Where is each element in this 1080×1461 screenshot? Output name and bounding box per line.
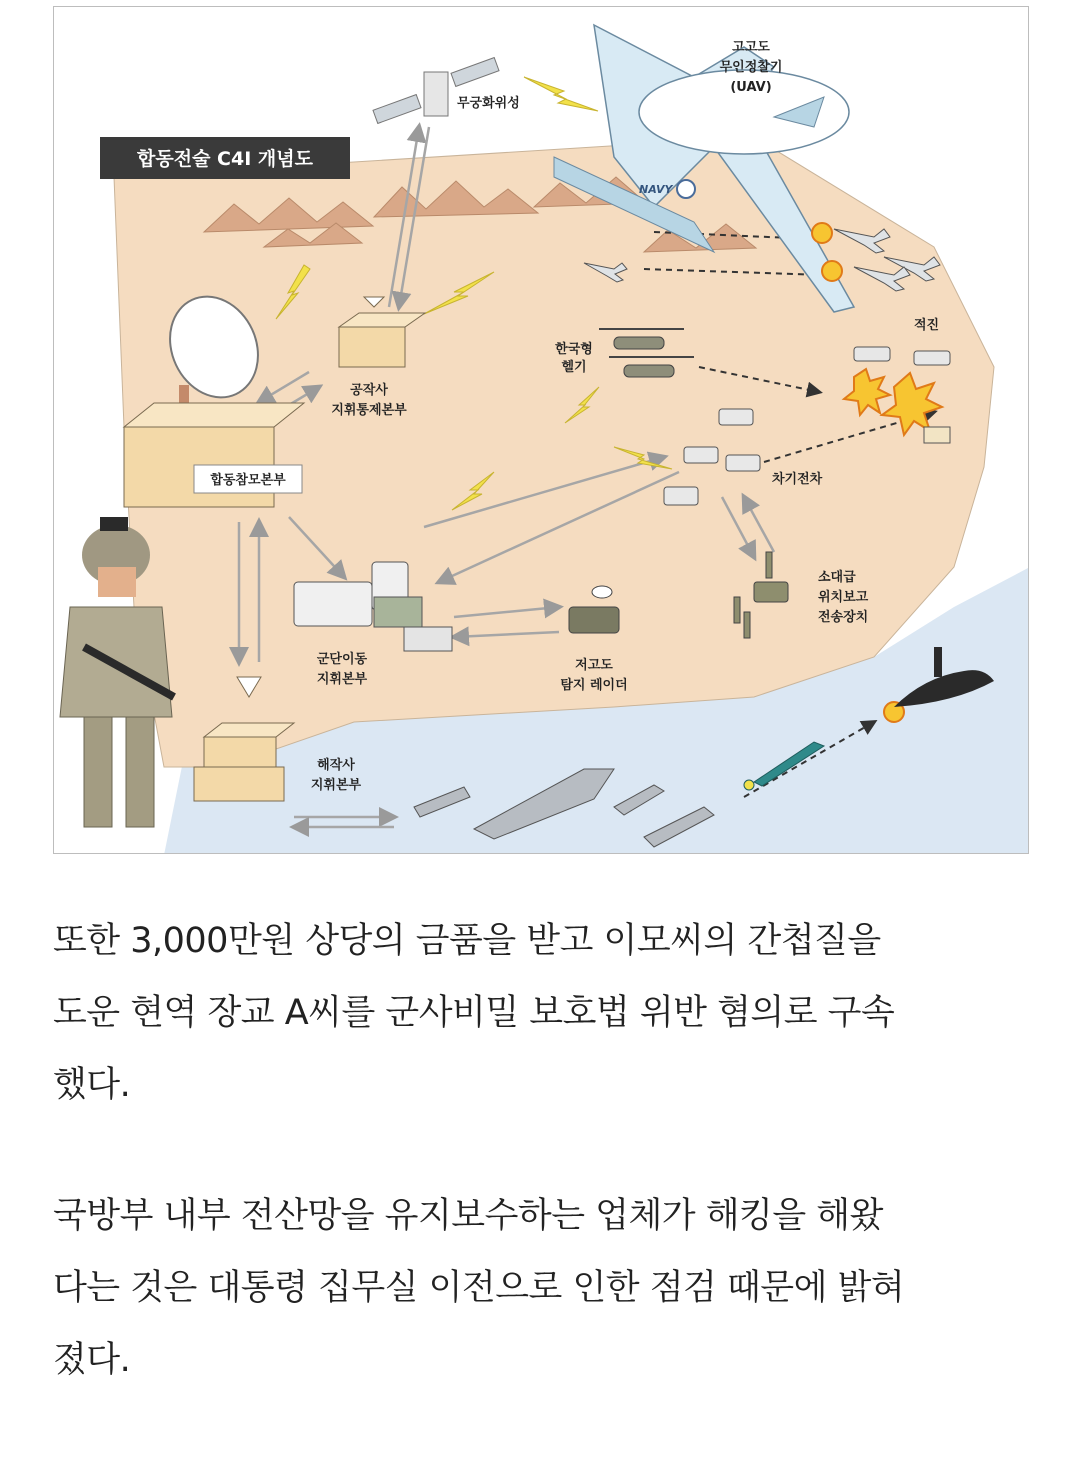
c4i-concept-diagram bbox=[53, 6, 1029, 854]
paragraph-line: 또한 3,000만원 상당의 금품을 받고 이모씨의 간첩질을 bbox=[53, 921, 881, 961]
label-uav-1: 고고도 bbox=[732, 40, 770, 55]
label-jcs: 합동참모본부 bbox=[210, 473, 286, 488]
label-uav-2: 무인정찰기 bbox=[719, 60, 783, 75]
paragraph-line: 도운 현역 장교 A씨를 군사비밀 보호법 위반 혐의로 구속 bbox=[53, 993, 895, 1033]
label-enemy: 적진 bbox=[914, 318, 940, 333]
label-air-force-1: 공작사 bbox=[350, 383, 388, 398]
label-helicopter-1: 한국형 bbox=[555, 342, 593, 357]
label-radar-1: 저고도 bbox=[575, 658, 613, 673]
diagram-title: 합동전술 C4I 개념도 bbox=[137, 148, 313, 170]
satellite-icon bbox=[373, 58, 499, 124]
label-uav-3: (UAV) bbox=[730, 80, 772, 95]
label-corps-1: 군단이동 bbox=[316, 652, 368, 667]
label-corps-2: 지휘본부 bbox=[316, 672, 368, 687]
paragraph-line: 국방부 내부 전산망을 유지보수하는 업체가 해킹을 해왔 bbox=[53, 1196, 883, 1236]
label-radar-2: 탐지 레이더 bbox=[560, 678, 628, 693]
label-squad-1: 소대급 bbox=[818, 570, 856, 585]
label-helicopter-2: 헬기 bbox=[561, 360, 587, 375]
label-air-force-2: 지휘통제본부 bbox=[331, 403, 407, 418]
article-body bbox=[53, 905, 1033, 1396]
paragraph-arrest bbox=[53, 905, 1033, 1121]
label-navy-1: 해작사 bbox=[317, 758, 355, 773]
diagram-canvas bbox=[54, 7, 1029, 854]
label-tank: 차기전차 bbox=[772, 472, 823, 487]
label-satellite: 무궁화위성 bbox=[457, 96, 520, 111]
paragraph-line: 졌다. bbox=[53, 1340, 131, 1380]
uav-navy-marking: NAVY bbox=[639, 183, 673, 196]
label-navy-2: 지휘본부 bbox=[310, 778, 362, 793]
paragraph-line: 했다. bbox=[53, 1065, 131, 1105]
paragraph-line: 다는 것은 대통령 집무실 이전으로 인한 점검 때문에 밝혀 bbox=[53, 1268, 905, 1308]
paragraph-hacking bbox=[53, 1180, 1033, 1396]
label-squad-3: 전송장치 bbox=[818, 610, 869, 625]
label-squad-2: 위치보고 bbox=[818, 590, 869, 605]
